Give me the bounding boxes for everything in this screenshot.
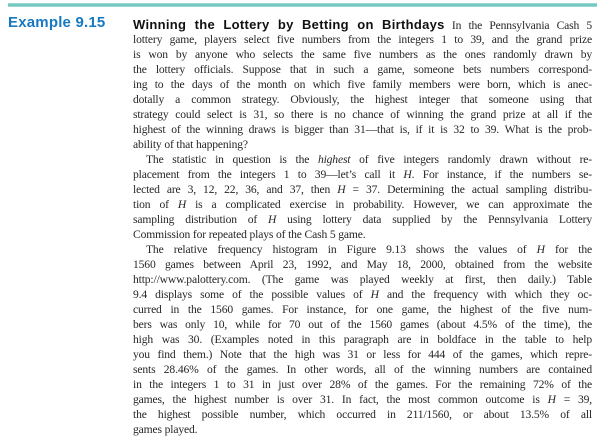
text-line	[133, 197, 592, 212]
text-segment: The relative frequency histogram in Figure 9.13 shows the values of	[146, 243, 537, 256]
italic-text-segment: H	[370, 288, 379, 301]
text-line	[133, 332, 592, 347]
text-line	[133, 47, 592, 62]
text-line	[133, 377, 592, 392]
text-segment: games played.	[133, 423, 198, 436]
italic-text-segment: highest	[317, 153, 351, 166]
text-line	[133, 407, 592, 422]
text-segment: . For instance, if the numbers se-	[411, 168, 592, 181]
text-segment: http://www.palottery.com. (The game was played weekly at first, then daily.) Table	[133, 273, 592, 286]
text-line	[133, 17, 592, 32]
text-line	[133, 242, 592, 257]
text-segment: placement from the integers 1 to 39—let’s call it	[133, 168, 404, 181]
text-segment: bers was only 10, while for 70 out of the 1560 games (about 4.5% of the time), the	[133, 318, 592, 331]
text-line	[133, 182, 592, 197]
text-segment: high was 30. (Examples noted in this paragraph are in boldface in the table to help	[133, 333, 592, 346]
text-segment: sampling distribution of	[133, 213, 269, 226]
text-segment: ability of that happening?	[133, 138, 248, 151]
text-segment: The statistic in question is the	[146, 153, 318, 166]
text-line	[133, 32, 592, 47]
italic-text-segment: H	[177, 198, 187, 211]
text-line	[133, 362, 592, 377]
text-segment: is a complicated exercise in probability. However, we can approximate the	[186, 198, 592, 211]
text-segment: sents 28.46% of the games. In other words, all of the winning numbers are contained	[133, 363, 592, 376]
text-line	[133, 62, 592, 77]
text-line	[133, 77, 592, 92]
text-line	[133, 287, 592, 302]
italic-text-segment: H	[547, 393, 556, 406]
text-line	[133, 347, 592, 362]
text-segment: lected are 3, 12, 22, 36, and 37, then	[133, 183, 338, 196]
text-line	[133, 317, 592, 332]
text-segment: tion of	[133, 198, 178, 211]
text-line	[133, 152, 592, 167]
text-segment: 9.4 displays some of the possible values of	[133, 288, 371, 301]
text-segment: In the Pennsylvania Cash 5	[444, 19, 592, 32]
text-segment: Commission for repeated plays of the Cash 5 game.	[133, 228, 366, 241]
text-segment: curred in the 1560 games. For instance, for one game, the highest of the five num-	[133, 303, 592, 316]
italic-text-segment: H	[536, 243, 545, 256]
text-segment: highest of the winning draws is bigger than 31—that is, if it is 32 to 39. What is the prob-	[133, 123, 592, 136]
text-line	[133, 167, 592, 182]
text-line	[133, 92, 592, 107]
text-line	[133, 392, 592, 407]
text-segment: = 39,	[555, 393, 592, 406]
text-line	[133, 302, 592, 317]
text-line	[133, 227, 592, 242]
text-segment: in the integers 1 to 31 in just over 28% of the games. For the remaining 72% of the	[133, 378, 592, 391]
italic-text-segment: H	[403, 168, 412, 181]
text-segment: using lottery data supplied by the Pennsylvania Lottery	[276, 213, 592, 226]
text-segment: of five integers randomly drawn without re-	[350, 153, 592, 166]
text-line	[133, 422, 592, 437]
text-segment: games, the highest number is over 31. In fact, the most common outcome is	[133, 393, 548, 406]
text-segment: dotally a common strategy. Obviously, the highest integer that someone using that	[133, 93, 592, 106]
example-title: Winning the Lottery by Betting on Birthdays	[133, 17, 445, 32]
text-segment: is won by anyone who selects the same five numbers as the ones randomly drawn by	[133, 48, 592, 61]
text-segment: the lottery officials. Suppose that in such a game, someone bets numbers correspond-	[133, 63, 592, 76]
text-segment: for the	[544, 243, 592, 256]
text-line	[133, 212, 592, 227]
text-line	[133, 272, 592, 287]
text-line	[133, 107, 592, 122]
example-body-text	[133, 17, 592, 437]
text-segment: strategy could select is 31, so there is no chance of winning the grand prize at all if the	[133, 108, 592, 121]
text-segment: = 37. Determining the actual sampling distribu-	[345, 183, 592, 196]
text-segment: the highest possible number, which occurred in 211/1560, or about 13.5% of all	[133, 408, 592, 421]
italic-text-segment: H	[337, 183, 346, 196]
text-line	[133, 122, 592, 137]
example-number-label: Example 9.15	[8, 14, 106, 31]
section-divider-rule	[8, 3, 597, 7]
text-line	[133, 257, 592, 272]
text-segment: ing to the days of the month on which five family members were born, which is anec-	[133, 78, 592, 91]
text-segment: and the frequency with which they oc-	[378, 288, 592, 301]
text-segment: 1560 games between April 23, 1992, and May 18, 2000, obtained from the website	[133, 258, 592, 271]
text-line	[133, 137, 592, 152]
text-segment: you find them.) Note that the high was 31 or less for 444 of the games, which repre-	[133, 348, 592, 361]
italic-text-segment: H	[268, 213, 277, 226]
text-segment: lottery game, players select five numbers from the integers 1 to 39, and the grand prize	[133, 33, 592, 46]
